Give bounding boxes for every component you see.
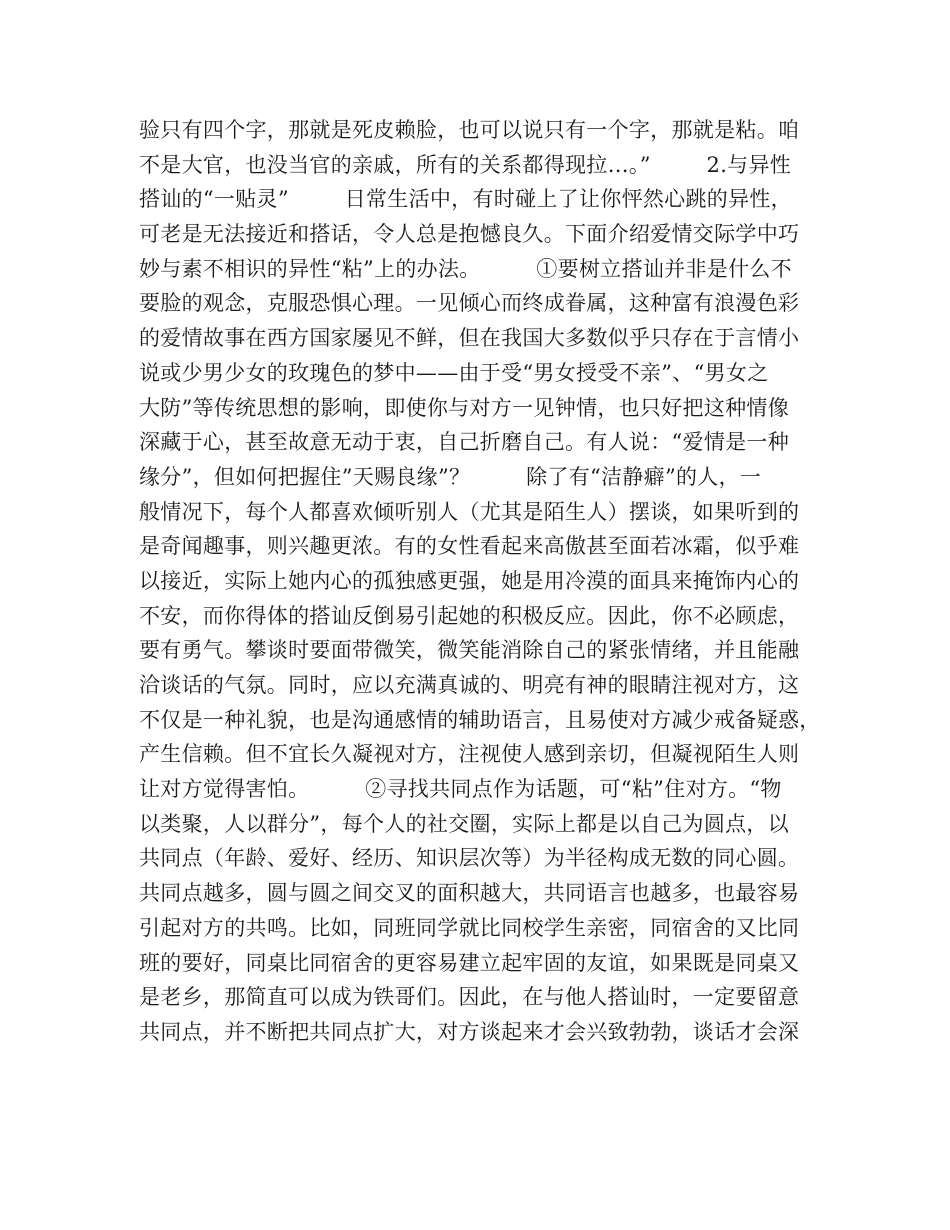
text-line: 引起对方的共鸣。比如，同班同学就比同校学生亲密，同宿舍的又比同 [139, 915, 800, 940]
text-line: 共同点，并不断把共同点扩大，对方谈起来才会兴致勃勃，谈话才会深 [139, 1019, 800, 1044]
text-line: 般情况下，每个人都喜欢倾听别人（尤其是陌生人）摆谈，如果听到的 [139, 499, 800, 524]
text-line: 洽谈话的气氛。同时，应以充满真诚的、明亮有神的眼睛注视对方，这 [139, 673, 800, 697]
text-line: 产生信赖。但不宜长久凝视对方，注视使人感到亲切，但凝视陌生人则 [139, 742, 800, 767]
text-line: 不是大官，也没当官的亲戚，所有的关系都得现拉…。” 2.与异性 [139, 152, 792, 177]
text-line: 不仅是一种礼貌，也是沟通感情的辅助语言，且易使对方减少戒备疑惑， [139, 707, 821, 732]
text-line: 的爱情故事在西方国家屡见不鲜，但在我国大多数似乎只存在于言情小 [139, 326, 800, 351]
text-line: 验只有四个字，那就是死皮赖脸，也可以说只有一个字，那就是粘。咱 [139, 118, 800, 142]
text-line: 深藏于心，甚至故意无动于衷，自己折磨自己。有人说：“爱情是一种 [139, 430, 790, 455]
text-line: 妙与素不相识的异性“粘”上的办法。 ①要树立搭讪并非是什么不 [139, 256, 792, 281]
text-line: 大防”等传统思想的影响，即使你与对方一见钟情，也只好把这种情像 [139, 395, 790, 420]
text-line: 是奇闻趣事，则兴趣更浓。有的女性看起来高傲甚至面若冰霜，似乎难 [139, 534, 800, 559]
text-line: 共同点越多，圆与圆之间交叉的面积越大，共同语言也越多，也最容易 [139, 881, 800, 906]
text-line: 缘分”，但如何把握住”天赐良缘”？ 除了有“洁静癖”的人，一 [139, 464, 762, 489]
text-line: 共同点（年龄、爱好、经历、知识层次等）为半径构成无数的同心圆。 [139, 846, 800, 871]
text-line: 是老乡，那简直可以成为铁哥们。因此，在与他人搭讪时，一定要留意 [139, 985, 800, 1010]
text-line: 要有勇气。攀谈时要面带微笑，微笑能消除自己的紧张情绪，并且能融 [139, 638, 800, 663]
body-text [139, 113, 819, 1050]
text-line: 搭讪的“一贴灵” 日常生活中，有时碰上了让你怦然心跳的异性， [139, 187, 792, 212]
text-line: 让对方觉得害怕。 ②寻找共同点作为话题，可“粘”住对方。“物 [139, 777, 782, 802]
text-line: 不安，而你得体的搭讪反倒易引起她的积极反应。因此，你不必顾虑， [139, 603, 800, 628]
text-line: 以接近，实际上她内心的孤独感更强，她是用冷漠的面具来掩饰内心的 [139, 568, 800, 593]
text-line: 可老是无法接近和搭话，令人总是抱憾良久。下面介绍爱情交际学中巧 [139, 222, 800, 247]
text-line: 要脸的观念，克服恐惧心理。一见倾心而终成眷属，这种富有浪漫色彩 [139, 291, 800, 316]
text-line: 说或少男少女的玫瑰色的梦中——由于受“男女授受不亲”、“男女之 [139, 360, 769, 385]
text-line: 班的要好，同桌比同宿舍的更容易建立起牢固的友谊，如果既是同桌又 [139, 950, 800, 975]
text-line: 以类聚，人以群分”，每个人的社交圈，实际上都是以自己为圆点，以 [139, 811, 790, 836]
